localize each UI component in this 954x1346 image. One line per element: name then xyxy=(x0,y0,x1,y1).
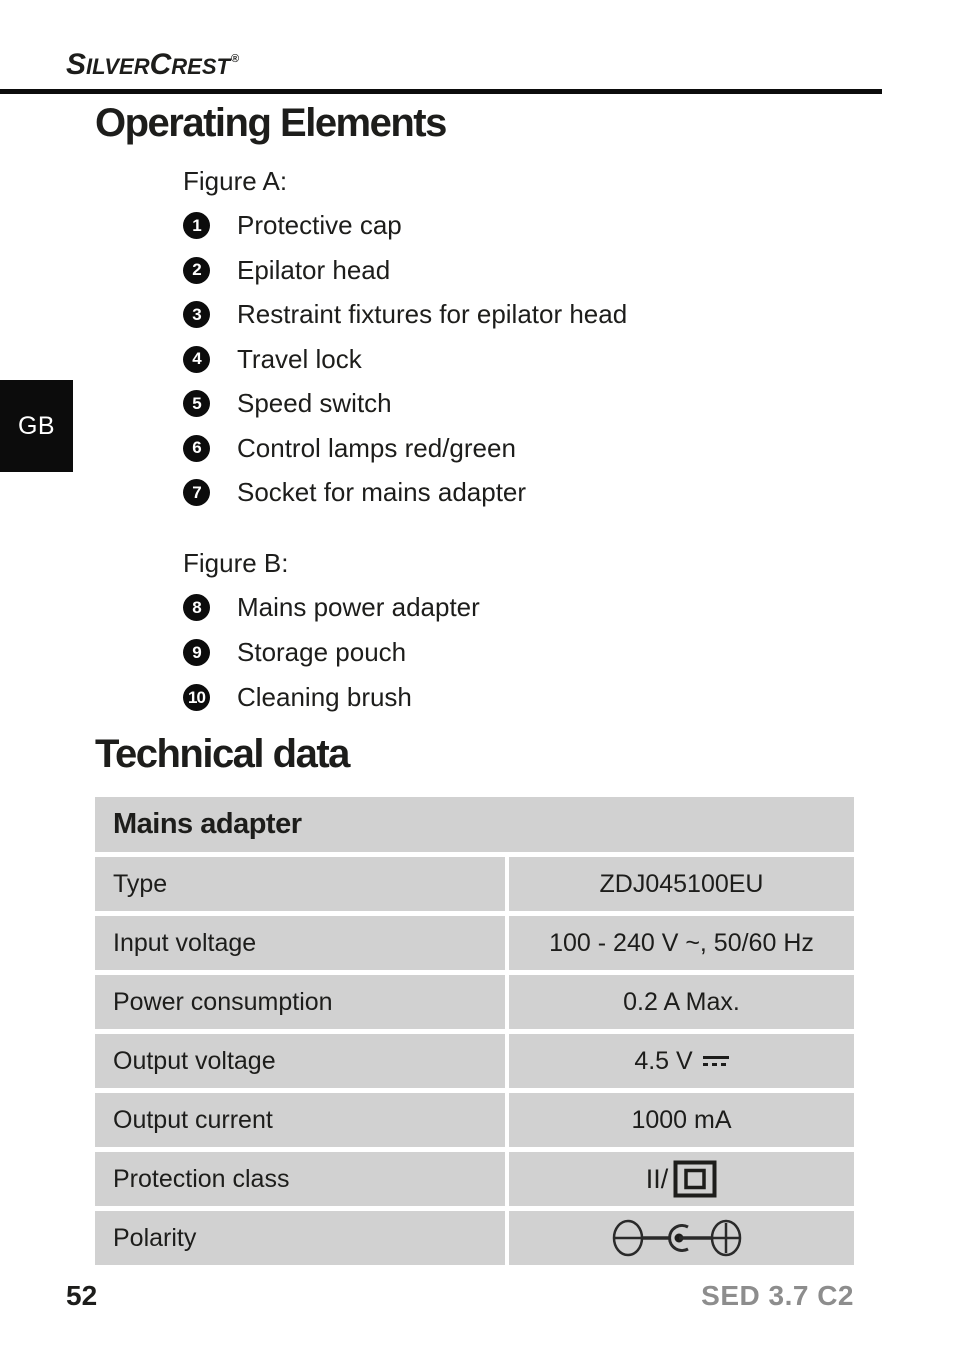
spec-value-output-current: 1000 mA xyxy=(509,1093,854,1147)
item-number-badge: 4 xyxy=(183,346,210,373)
spec-value-type: ZDJ045100EU xyxy=(509,857,854,911)
part-label: Storage pouch xyxy=(237,637,407,667)
section-title-technical-data: Technical data xyxy=(95,732,349,776)
list-item xyxy=(183,212,627,239)
part-label: Restraint fixtures for epilator head xyxy=(237,299,628,329)
spec-label-type: Type xyxy=(95,857,505,911)
spec-label-input-voltage: Input voltage xyxy=(95,916,505,970)
spec-value-polarity xyxy=(509,1211,854,1265)
item-number-badge: 6 xyxy=(183,435,210,462)
spec-value-input-voltage: 100 - 240 V ~, 50/60 Hz xyxy=(509,916,854,970)
figure-a-label: Figure A: xyxy=(183,166,288,196)
spec-value-power-consumption: 0.2 A Max. xyxy=(509,975,854,1029)
table-header-mains-adapter: Mains adapter xyxy=(95,797,854,852)
dc-current-icon xyxy=(703,1056,729,1066)
spec-value-protection-class: II/ xyxy=(509,1152,854,1206)
header-rule xyxy=(0,89,882,94)
registered-trademark: ® xyxy=(230,53,240,65)
list-item xyxy=(183,479,627,506)
list-item xyxy=(183,343,627,374)
spec-label-polarity: Polarity xyxy=(95,1211,505,1265)
part-label: Travel lock xyxy=(237,343,362,374)
language-tab-label: GB xyxy=(17,411,56,440)
table-row xyxy=(95,1152,854,1206)
spec-label-output-voltage: Output voltage xyxy=(95,1034,505,1088)
spec-value-output-voltage: 4.5 V xyxy=(509,1034,854,1088)
part-label: Mains power adapter xyxy=(237,592,480,622)
item-number-badge: 2 xyxy=(183,257,210,284)
page-number: 52 xyxy=(66,1280,98,1311)
class-ii-double-insulation-icon xyxy=(673,1160,717,1198)
model-code: SED 3.7 C2 xyxy=(701,1280,854,1311)
item-number-badge: 10 xyxy=(183,684,210,711)
part-label: Control lamps red/green xyxy=(237,432,516,463)
table-row xyxy=(95,1211,854,1265)
part-label: Speed switch xyxy=(237,388,392,418)
list-item xyxy=(183,432,627,463)
part-label: Protective cap xyxy=(237,210,402,240)
table-row xyxy=(95,857,854,911)
item-number-badge: 7 xyxy=(183,479,210,506)
mains-adapter-spec-table xyxy=(95,797,854,1265)
list-item xyxy=(183,684,480,711)
list-item xyxy=(183,639,480,666)
item-number-badge: 5 xyxy=(183,390,210,417)
item-number-badge: 3 xyxy=(183,301,210,328)
item-number-badge: 9 xyxy=(183,639,210,666)
table-row xyxy=(95,916,854,970)
spec-label-output-current: Output current xyxy=(95,1093,505,1147)
list-item xyxy=(183,254,627,285)
part-label: Socket for mains adapter xyxy=(237,477,527,507)
spec-label-protection-class: Protection class xyxy=(95,1152,505,1206)
list-item xyxy=(183,390,627,417)
table-row xyxy=(95,1093,854,1147)
figure-b-label: Figure B: xyxy=(183,548,289,578)
table-row xyxy=(95,1034,854,1088)
part-label: Cleaning brush xyxy=(237,682,412,712)
item-number-badge: 8 xyxy=(183,594,210,621)
table-row xyxy=(95,975,854,1029)
language-tab xyxy=(0,380,73,472)
spec-label-power-consumption: Power consumption xyxy=(95,975,505,1029)
polarity-center-positive-icon xyxy=(608,1214,756,1262)
figure-b-parts-list xyxy=(183,594,480,729)
brand-logo-text: S xyxy=(66,48,87,81)
part-label: Epilator head xyxy=(237,254,391,285)
section-title-operating-elements: Operating Elements xyxy=(95,101,446,145)
list-item xyxy=(183,301,627,328)
brand-logo: SILVERCREST® xyxy=(66,48,240,81)
figure-a-parts-list xyxy=(183,212,627,524)
list-item xyxy=(183,594,480,621)
item-number-badge: 1 xyxy=(183,212,210,239)
